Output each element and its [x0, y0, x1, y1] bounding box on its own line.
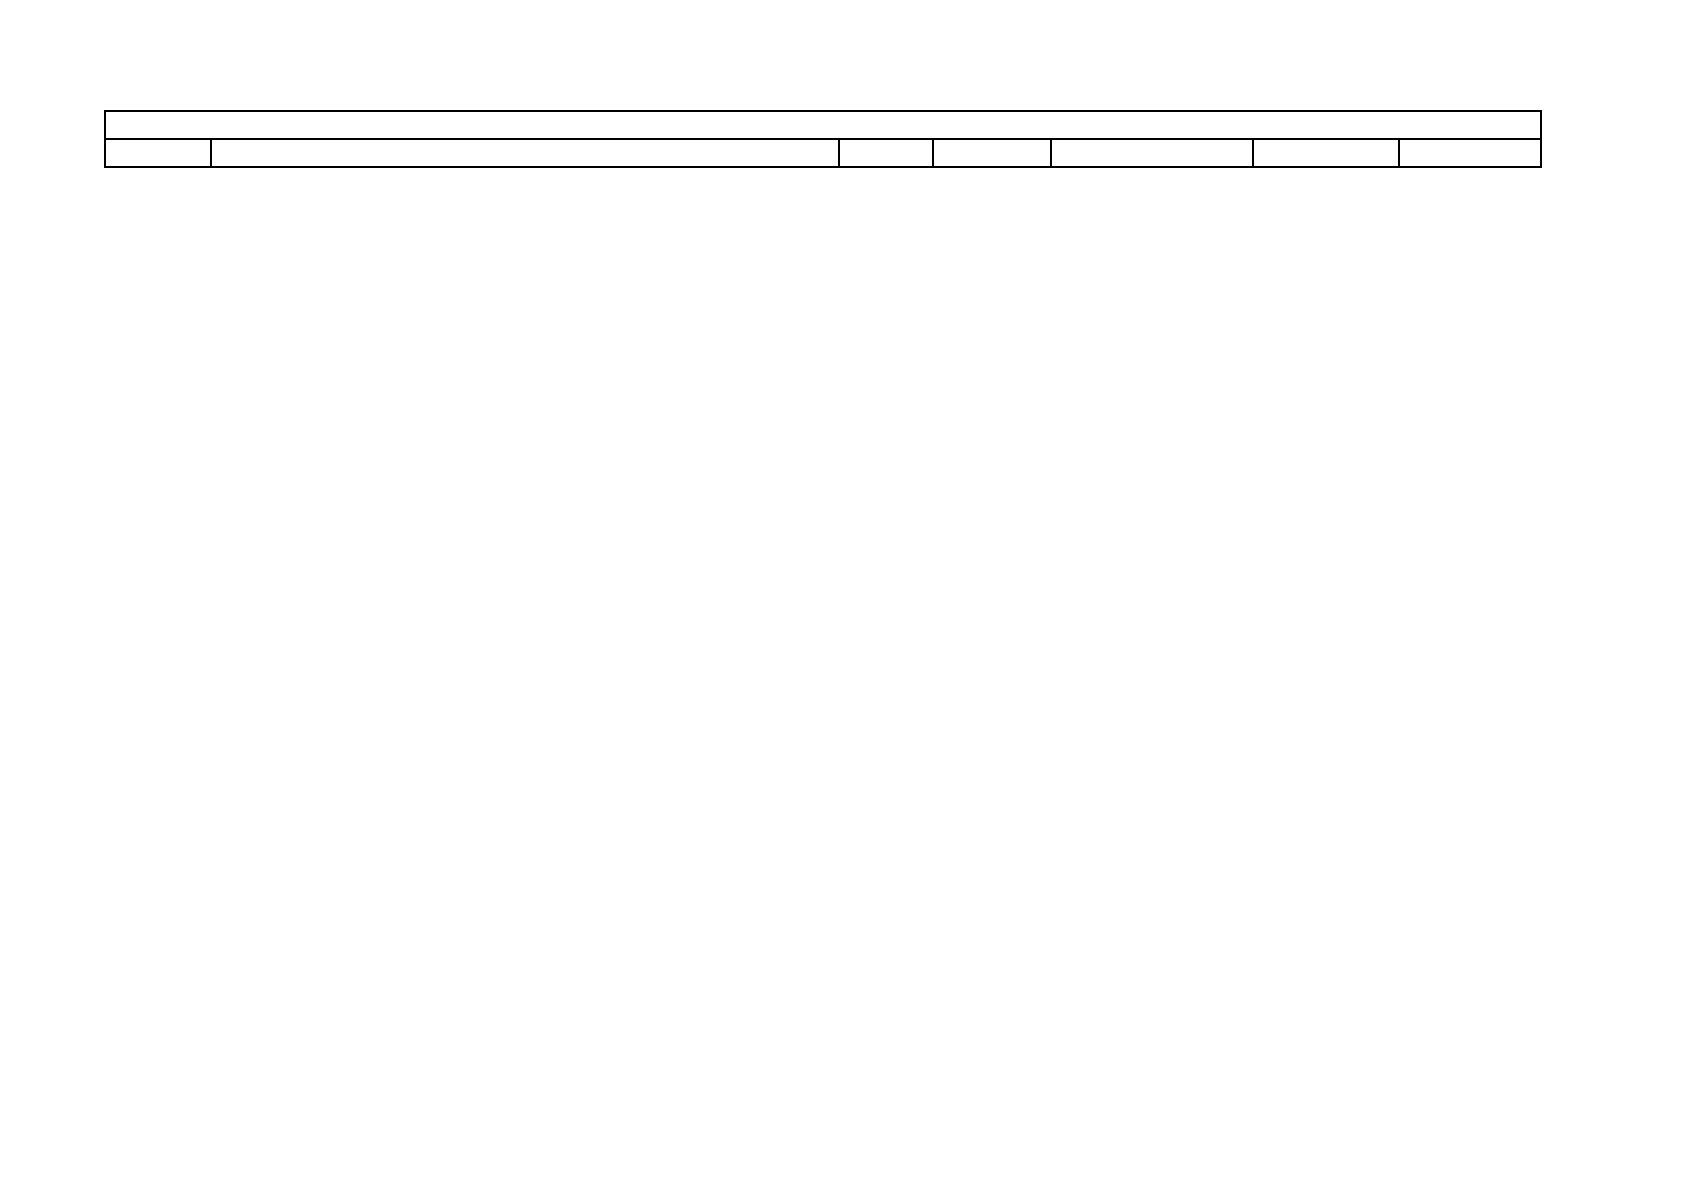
- period-header: [105, 111, 1541, 167]
- period-title: [105, 111, 1541, 139]
- header-year-built: [839, 139, 933, 167]
- header-repair-year: [1253, 139, 1399, 167]
- column-header-row: [105, 139, 1541, 167]
- header-address: [211, 139, 839, 167]
- period-title-row: [105, 111, 1541, 139]
- header-number: [105, 139, 211, 167]
- repair-schedule-table: [104, 110, 1542, 168]
- header-repair-type: [1051, 139, 1253, 167]
- header-repair-cost: [1399, 139, 1541, 167]
- header-total-area: [933, 139, 1051, 167]
